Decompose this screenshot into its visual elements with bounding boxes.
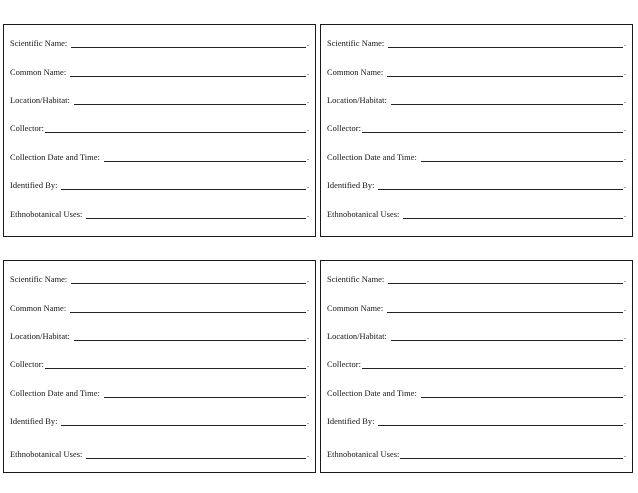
collection-date-time-field: [327, 153, 626, 163]
identified-by-label: Identified By:: [327, 181, 375, 190]
field-end-mark: .: [307, 96, 309, 105]
field-end-mark: .: [307, 389, 309, 398]
ethnobotanical-uses-label: Ethnobotanical Uses:: [10, 450, 83, 459]
collector-label: Collector:: [10, 124, 44, 133]
collector-label: Collector:: [327, 360, 361, 369]
location-habitat-field: [10, 332, 309, 342]
common-name-label: Common Name:: [327, 68, 384, 77]
field-end-mark: .: [307, 124, 309, 133]
field-end-mark: .: [624, 210, 626, 219]
collector-field: [327, 124, 626, 134]
identified-by-label: Identified By:: [327, 417, 375, 426]
specimen-label-card: [3, 260, 316, 473]
field-end-mark: .: [307, 210, 309, 219]
field-end-mark: .: [624, 68, 626, 77]
specimen-label-card: [3, 24, 316, 237]
collection-date-time-label: Collection Date and Time:: [327, 153, 417, 162]
field-end-mark: .: [624, 124, 626, 133]
scientific-name-field: [10, 275, 309, 285]
field-end-mark: .: [624, 275, 626, 284]
location-habitat-label: Location/Habitat:: [10, 96, 70, 105]
ethnobotanical-uses-field: [327, 450, 626, 460]
field-end-mark: .: [307, 417, 309, 426]
scientific-name-label: Scientific Name:: [10, 275, 68, 284]
location-habitat-label: Location/Habitat:: [10, 332, 70, 341]
identified-by-field: [327, 417, 626, 427]
scientific-name-field: [327, 39, 626, 49]
field-end-mark: .: [307, 68, 309, 77]
field-end-mark: .: [307, 153, 309, 162]
collection-date-time-blank[interactable]: [421, 389, 623, 398]
ethnobotanical-uses-label: Ethnobotanical Uses:: [10, 210, 83, 219]
field-end-mark: .: [624, 181, 626, 190]
field-end-mark: .: [307, 275, 309, 284]
scientific-name-blank[interactable]: [388, 275, 623, 284]
collector-label: Collector:: [327, 124, 361, 133]
collection-date-time-blank[interactable]: [104, 153, 306, 162]
field-end-mark: .: [624, 450, 626, 459]
field-end-mark: .: [624, 39, 626, 48]
ethnobotanical-uses-label: Ethnobotanical Uses:: [327, 210, 400, 219]
field-end-mark: .: [307, 450, 309, 459]
location-habitat-blank[interactable]: [391, 332, 623, 341]
field-end-mark: .: [307, 304, 309, 313]
ethnobotanical-uses-field: [10, 450, 309, 460]
location-habitat-field: [10, 96, 309, 106]
collection-date-time-field: [10, 389, 309, 399]
scientific-name-field: [10, 39, 309, 49]
scientific-name-label: Scientific Name:: [327, 275, 385, 284]
collector-field: [327, 360, 626, 370]
field-end-mark: .: [624, 389, 626, 398]
common-name-field: [327, 68, 626, 78]
location-habitat-blank[interactable]: [74, 96, 306, 105]
field-end-mark: .: [624, 304, 626, 313]
collector-blank[interactable]: [45, 360, 306, 369]
scientific-name-label: Scientific Name:: [10, 39, 68, 48]
common-name-blank[interactable]: [70, 304, 306, 313]
common-name-blank[interactable]: [387, 304, 623, 313]
identified-by-label: Identified By:: [10, 181, 58, 190]
collection-date-time-label: Collection Date and Time:: [10, 153, 100, 162]
ethnobotanical-uses-label: Ethnobotanical Uses:: [327, 450, 400, 459]
common-name-blank[interactable]: [70, 68, 306, 77]
scientific-name-blank[interactable]: [388, 39, 623, 48]
collector-blank[interactable]: [362, 360, 623, 369]
common-name-label: Common Name:: [10, 68, 67, 77]
field-end-mark: .: [624, 332, 626, 341]
specimen-label-card: [320, 260, 633, 473]
collector-field: [10, 360, 309, 370]
collector-blank[interactable]: [362, 124, 623, 133]
identified-by-blank[interactable]: [378, 181, 623, 190]
collection-date-time-field: [10, 153, 309, 163]
field-end-mark: .: [624, 153, 626, 162]
collection-date-time-label: Collection Date and Time:: [10, 389, 100, 398]
location-habitat-field: [327, 332, 626, 342]
collection-date-time-field: [327, 389, 626, 399]
field-end-mark: .: [307, 360, 309, 369]
field-end-mark: .: [624, 96, 626, 105]
location-habitat-blank[interactable]: [391, 96, 623, 105]
identified-by-field: [327, 181, 626, 191]
collector-label: Collector:: [10, 360, 44, 369]
common-name-field: [10, 68, 309, 78]
ethnobotanical-uses-field: [327, 210, 626, 220]
field-end-mark: .: [624, 360, 626, 369]
collection-date-time-blank[interactable]: [104, 389, 306, 398]
common-name-blank[interactable]: [387, 68, 623, 77]
field-end-mark: .: [307, 181, 309, 190]
ethnobotanical-uses-field: [10, 210, 309, 220]
identified-by-field: [10, 417, 309, 427]
location-habitat-blank[interactable]: [74, 332, 306, 341]
collection-date-time-blank[interactable]: [421, 153, 623, 162]
collector-blank[interactable]: [45, 124, 306, 133]
collection-date-time-label: Collection Date and Time:: [327, 389, 417, 398]
collector-field: [10, 124, 309, 134]
field-end-mark: .: [307, 332, 309, 341]
scientific-name-blank[interactable]: [71, 39, 306, 48]
ethnobotanical-uses-blank[interactable]: [400, 450, 623, 459]
identified-by-blank[interactable]: [61, 181, 306, 190]
ethnobotanical-uses-blank[interactable]: [86, 450, 306, 459]
ethnobotanical-uses-blank[interactable]: [86, 210, 306, 219]
field-end-mark: .: [624, 417, 626, 426]
field-end-mark: .: [307, 39, 309, 48]
scientific-name-field: [327, 275, 626, 285]
scientific-name-blank[interactable]: [71, 275, 306, 284]
specimen-label-card: [320, 24, 633, 237]
common-name-label: Common Name:: [327, 304, 384, 313]
location-habitat-field: [327, 96, 626, 106]
ethnobotanical-uses-blank[interactable]: [403, 210, 623, 219]
identified-by-blank[interactable]: [61, 417, 306, 426]
common-name-field: [327, 304, 626, 314]
location-habitat-label: Location/Habitat:: [327, 96, 387, 105]
identified-by-blank[interactable]: [378, 417, 623, 426]
location-habitat-label: Location/Habitat:: [327, 332, 387, 341]
common-name-label: Common Name:: [10, 304, 67, 313]
scientific-name-label: Scientific Name:: [327, 39, 385, 48]
identified-by-field: [10, 181, 309, 191]
common-name-field: [10, 304, 309, 314]
identified-by-label: Identified By:: [10, 417, 58, 426]
